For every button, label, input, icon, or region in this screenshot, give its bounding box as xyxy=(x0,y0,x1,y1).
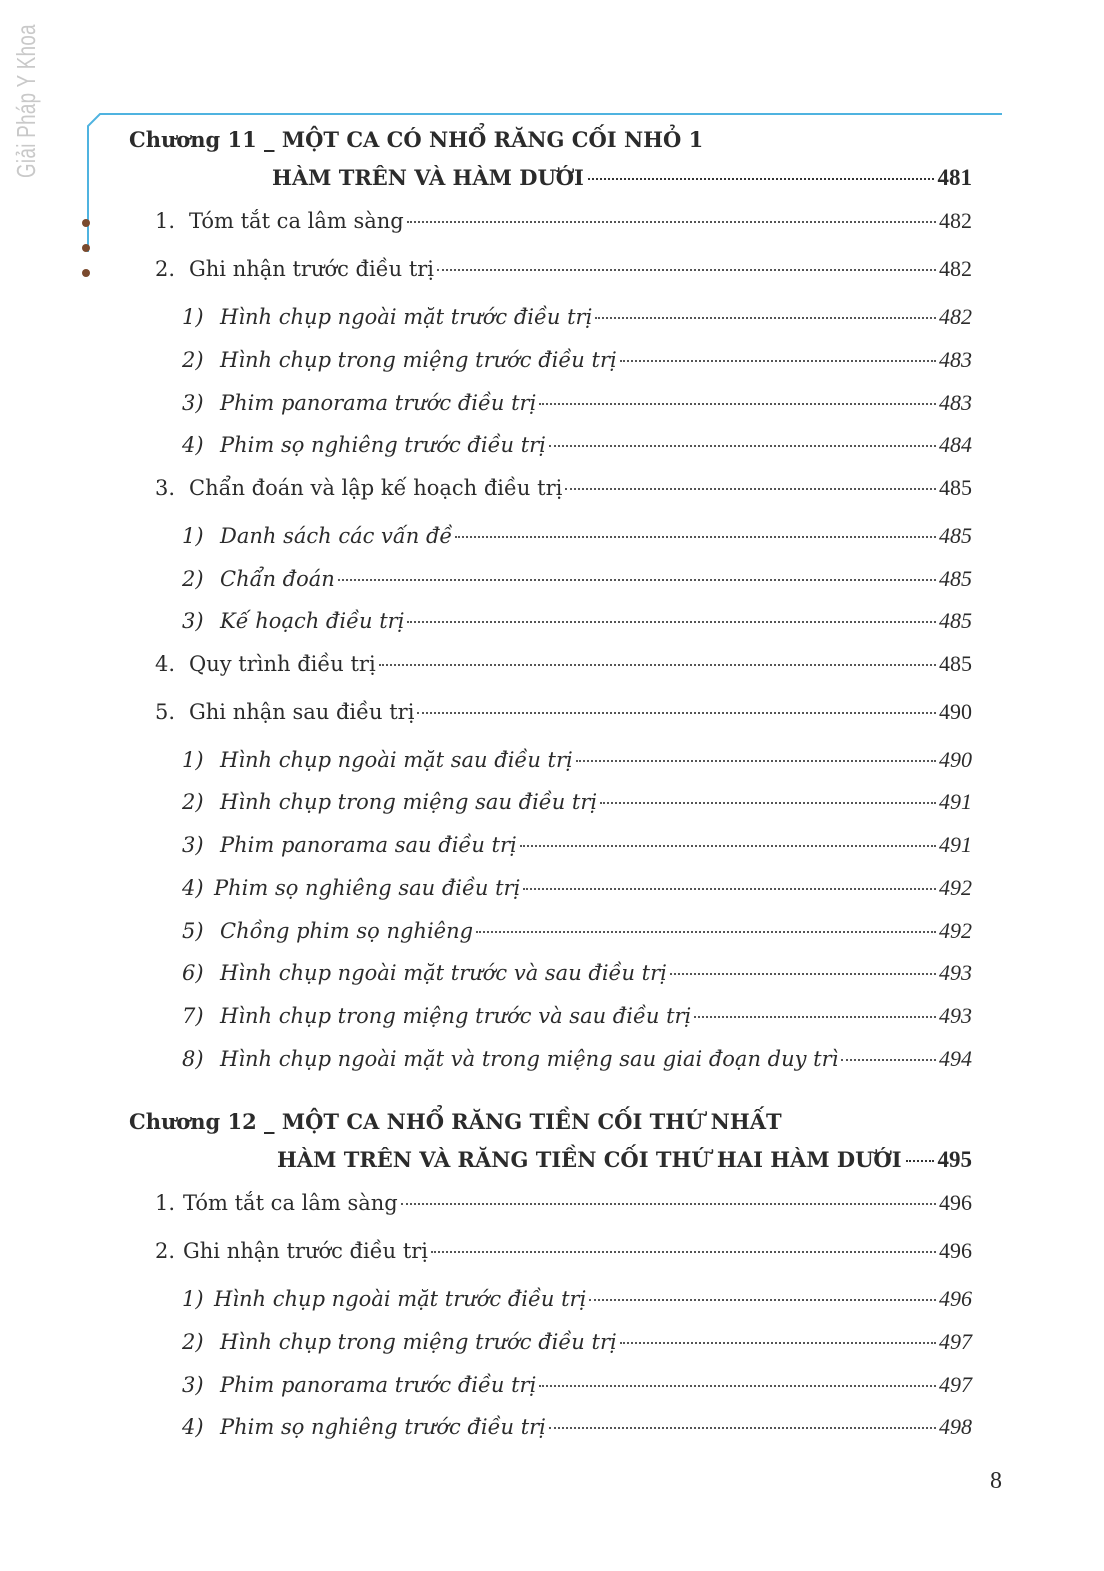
leader-dots xyxy=(620,1342,936,1344)
toc-subentry[interactable] xyxy=(182,606,972,636)
entry-label: Phim panorama sau điều trị xyxy=(220,833,517,857)
toc-subentry[interactable] xyxy=(182,1044,972,1074)
entry-number: 6) xyxy=(182,961,204,985)
entry-number: 1) xyxy=(182,305,204,329)
entry-label: Hình chụp trong miệng trước điều trị xyxy=(220,1330,617,1354)
entry-number: 4) xyxy=(182,1415,204,1439)
entry-page: 483 xyxy=(939,347,972,372)
entry-label: Phim sọ nghiêng trước điều trị xyxy=(220,433,546,457)
toc-subentry[interactable] xyxy=(182,958,972,988)
entry-page: 483 xyxy=(939,390,972,415)
entry-page: 496 xyxy=(939,1238,972,1263)
chapter-12-title-text: HÀM TRÊN VÀ RĂNG TIỀN CỐI THỨ HAI HÀM DƯỚI xyxy=(277,1147,902,1172)
toc-subentry[interactable] xyxy=(182,787,972,817)
entry-number: 7) xyxy=(182,1004,204,1028)
entry-page: 493 xyxy=(939,1003,972,1028)
leader-dots xyxy=(455,536,936,538)
entry-label: Tóm tắt ca lâm sàng xyxy=(183,1191,398,1215)
entry-number: 1) xyxy=(182,524,204,548)
leader-dots xyxy=(417,712,936,714)
entry-number: 4. xyxy=(155,652,176,676)
entry-page: 494 xyxy=(939,1046,972,1071)
entry-page: 485 xyxy=(939,651,972,676)
entry-number: 1. xyxy=(155,1191,176,1215)
leader-dots xyxy=(841,1059,936,1061)
entry-number: 3) xyxy=(182,833,204,857)
entry-page: 482 xyxy=(939,208,972,233)
entry-label: Ghi nhận trước điều trị xyxy=(183,1239,429,1263)
entry-page: 497 xyxy=(939,1372,972,1397)
entry-number: 3. xyxy=(155,476,176,500)
entry-label: Danh sách các vấn đề xyxy=(220,524,453,548)
toc-subentry[interactable] xyxy=(182,1327,972,1357)
entry-label: Kế hoạch điều trị xyxy=(220,609,405,633)
leader-dots xyxy=(549,445,936,447)
entry-page: 498 xyxy=(939,1414,972,1439)
leader-dots xyxy=(476,931,936,933)
entry-number: 8) xyxy=(182,1047,204,1071)
entry-page: 496 xyxy=(939,1286,972,1311)
entry-label: Hình chụp ngoài mặt trước và sau điều trị xyxy=(220,961,667,985)
toc-subentry[interactable] xyxy=(182,1412,972,1442)
page-number: 8 xyxy=(990,1468,1002,1494)
entry-page: 497 xyxy=(939,1329,972,1354)
entry-label: Quy trình điều trị xyxy=(189,652,376,676)
entry-number: 3) xyxy=(182,391,204,415)
entry-number: 4) xyxy=(182,433,204,457)
toc-subentry[interactable] xyxy=(182,430,972,460)
leader-dots xyxy=(565,488,936,490)
toc-subentry[interactable] xyxy=(182,521,972,551)
entry-page: 482 xyxy=(939,304,972,329)
leader-dots xyxy=(407,221,936,223)
leader-dots xyxy=(379,664,936,666)
toc-subentry[interactable] xyxy=(182,388,972,418)
leader-dots xyxy=(600,802,936,804)
entry-page: 485 xyxy=(939,566,972,591)
toc-entry[interactable] xyxy=(155,473,972,503)
toc-subentry[interactable] xyxy=(182,345,972,375)
entry-label: Phim panorama trước điều trị xyxy=(220,1373,537,1397)
entry-label: Phim sọ nghiêng trước điều trị xyxy=(220,1415,546,1439)
entry-label: Ghi nhận sau điều trị xyxy=(189,700,415,724)
chapter-12-title-line2[interactable] xyxy=(277,1145,972,1175)
entry-number: 3) xyxy=(182,1373,204,1397)
leader-dots xyxy=(620,360,936,362)
entry-number: 3) xyxy=(182,609,204,633)
chapter-11-page: 481 xyxy=(937,165,972,190)
leader-dots xyxy=(906,1160,934,1162)
toc-subentry[interactable] xyxy=(182,1370,972,1400)
entry-page: 485 xyxy=(939,523,972,548)
leader-dots xyxy=(576,760,936,762)
entry-page: 492 xyxy=(939,875,972,900)
leader-dots xyxy=(549,1427,936,1429)
entry-number: 5) xyxy=(182,919,204,943)
entry-page: 491 xyxy=(939,832,972,857)
entry-label: Hình chụp trong miệng sau điều trị xyxy=(220,790,598,814)
entry-number: 1. xyxy=(155,209,176,233)
toc-subentry[interactable] xyxy=(182,873,972,903)
entry-number: 1) xyxy=(182,748,204,772)
leader-dots xyxy=(437,269,936,271)
entry-label: Hình chụp ngoài mặt và trong miệng sau giai đoạn duy trì xyxy=(220,1047,839,1071)
toc-subentry[interactable] xyxy=(182,916,972,946)
entry-number: 4) xyxy=(182,876,204,900)
leader-dots xyxy=(595,317,936,319)
entry-page: 490 xyxy=(939,747,972,772)
entry-label: Hình chụp trong miệng trước và sau điều trị xyxy=(220,1004,692,1028)
leader-dots xyxy=(407,621,936,623)
entry-number: 1) xyxy=(182,1287,204,1311)
leader-dots xyxy=(431,1251,936,1253)
entry-label: Chồng phim sọ nghiêng xyxy=(220,919,474,943)
entry-page: 485 xyxy=(939,475,972,500)
side-brand-text: Giải Pháp Y Khoa xyxy=(11,24,41,178)
entry-page: 496 xyxy=(939,1190,972,1215)
entry-label: Tóm tắt ca lâm sàng xyxy=(189,209,404,233)
leader-dots xyxy=(670,973,936,975)
chapter-12-title[interactable]: Chương 12 _ MỘT CA NHỔ RĂNG TIỀN CỐI THỨ NHẤT xyxy=(129,1109,782,1134)
entry-number: 2. xyxy=(155,1239,176,1263)
entry-label: Hình chụp ngoài mặt trước điều trị xyxy=(214,1287,587,1311)
entry-number: 2) xyxy=(182,348,204,372)
entry-page: 484 xyxy=(939,432,972,457)
entry-label: Phim sọ nghiêng sau điều trị xyxy=(214,876,521,900)
entry-label: Ghi nhận trước điều trị xyxy=(189,257,435,281)
toc-entry[interactable] xyxy=(155,254,972,284)
toc-subentry[interactable] xyxy=(182,745,972,775)
leader-dots xyxy=(338,579,936,581)
toc-entry[interactable] xyxy=(155,1236,972,1266)
leader-dots xyxy=(539,1385,936,1387)
entry-label: Chẩn đoán và lập kế hoạch điều trị xyxy=(189,476,563,500)
toc-subentry[interactable] xyxy=(182,1001,972,1031)
entry-page: 491 xyxy=(939,789,972,814)
entry-label: Hình chụp ngoài mặt trước điều trị xyxy=(220,305,593,329)
leader-dots xyxy=(539,403,936,405)
entry-number: 5. xyxy=(155,700,176,724)
leader-dots xyxy=(589,1299,936,1301)
entry-number: 2) xyxy=(182,790,204,814)
entry-number: 2) xyxy=(182,1330,204,1354)
entry-label: Hình chụp trong miệng trước điều trị xyxy=(220,348,617,372)
entry-number: 2) xyxy=(182,567,204,591)
entry-label: Chẩn đoán xyxy=(220,567,335,591)
entry-page: 482 xyxy=(939,256,972,281)
toc-subentry[interactable] xyxy=(182,564,972,594)
leader-dots xyxy=(520,845,936,847)
toc-entry[interactable] xyxy=(155,1188,972,1218)
leader-dots xyxy=(694,1016,936,1018)
toc-subentry[interactable] xyxy=(182,1284,972,1314)
leader-dots xyxy=(523,888,936,890)
entry-page: 490 xyxy=(939,699,972,724)
entry-page: 492 xyxy=(939,918,972,943)
chapter-11-title-line2[interactable] xyxy=(272,163,972,193)
toc-entry[interactable] xyxy=(155,206,972,236)
chapter-11-title-text: HÀM TRÊN VÀ HÀM DƯỚI xyxy=(272,165,584,190)
toc-entry[interactable] xyxy=(155,649,972,679)
chapter-12-page: 495 xyxy=(937,1147,972,1172)
entry-number: 2. xyxy=(155,257,176,281)
entry-page: 493 xyxy=(939,960,972,985)
entry-label: Hình chụp ngoài mặt sau điều trị xyxy=(220,748,573,772)
leader-dots xyxy=(401,1203,936,1205)
leader-dots xyxy=(588,178,934,180)
chapter-11-title[interactable]: Chương 11 _ MỘT CA CÓ NHỔ RĂNG CỐI NHỎ 1 xyxy=(129,127,704,152)
entry-page: 485 xyxy=(939,608,972,633)
toc-subentry[interactable] xyxy=(182,302,972,332)
entry-label: Phim panorama trước điều trị xyxy=(220,391,537,415)
toc-entry[interactable] xyxy=(155,697,972,727)
toc-subentry[interactable] xyxy=(182,830,972,860)
